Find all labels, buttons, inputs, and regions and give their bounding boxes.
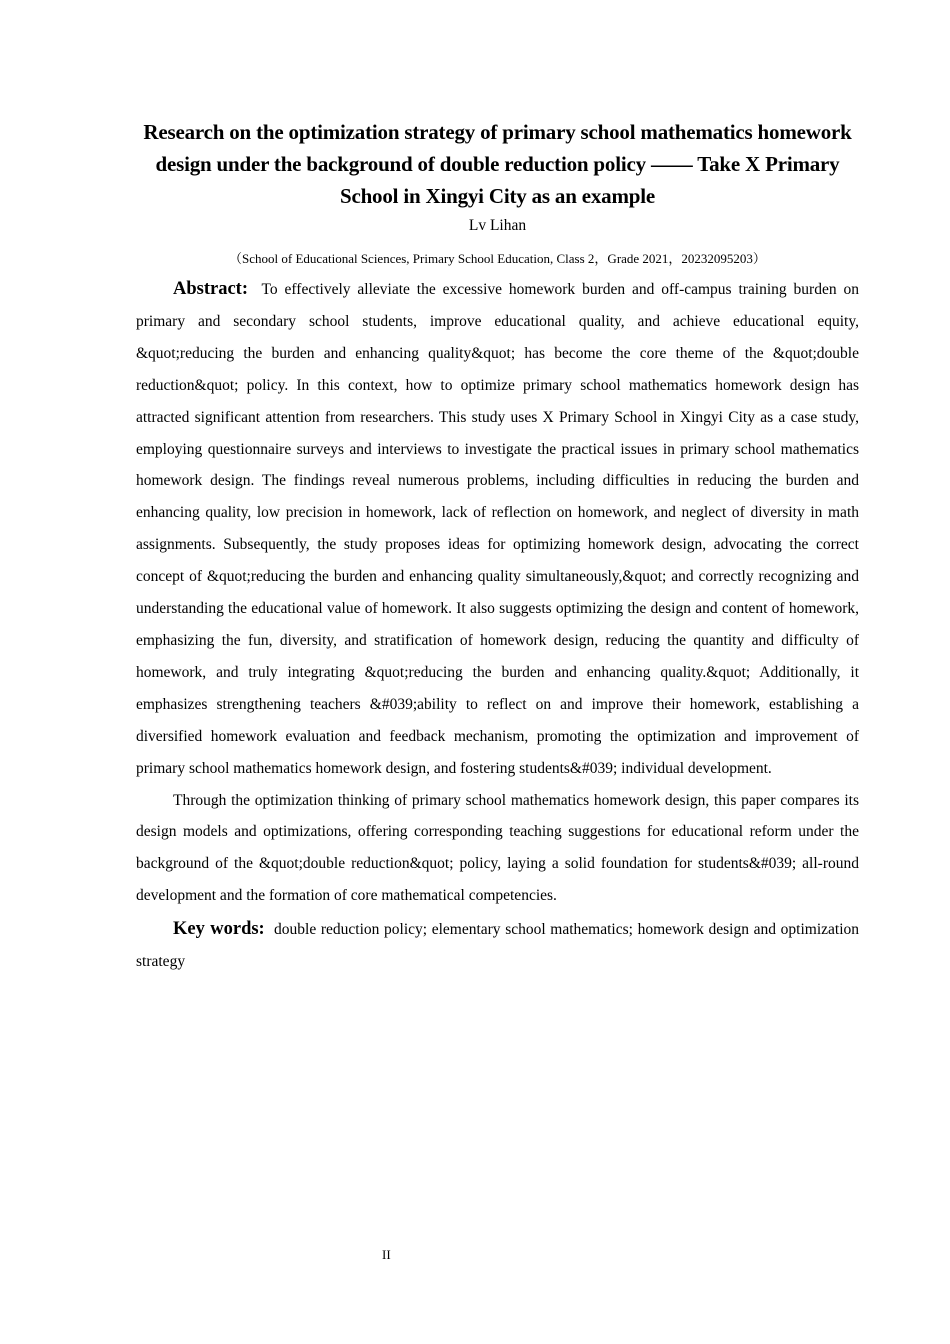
author-affiliation: （School of Educational Sciences, Primary School Education, Class 2，Grade 2021，20232095203） (229, 251, 766, 266)
paper-title: Research on the optimization strategy of primary school mathematics homework design under the background of double reduction policy —— Take X Primary School in Xingyi City as an example (143, 120, 852, 208)
page-number: II (382, 1247, 391, 1262)
keywords-text: double reduction policy; elementary school mathematics; homework design and optimization strategy (136, 921, 860, 970)
paper-page (136, 116, 859, 977)
abstract-text-1: To effectively alleviate the excessive homework burden and off-campus training burden on primary and secondary school students, improve educational quality, and achieve educational equity, &quot;reducing the burden and enhancing quality&quot; has become the core theme of the &quot;double reduction&quot; policy. In this context, how to optimize primary school mathematics homework design has attracted significant attention from researchers. This study uses X Primary School in Xingyi City as a case study, employing questionnaire surveys and interviews to investigate the practical issues in primary school mathematics homework design. The findings reveal numerous problems, including difficulties in reducing the burden and enhancing quality, low precision in homework, lack of reflection on homework, and neglect of diversity in math assignments. Subsequently, the study proposes ideas for optimizing homework design, advocating the correct concept of &quot;reducing the burden and enhancing quality simultaneously,&quot; and correctly recognizing and understanding the educational value of homework. It also suggests optimizing the design and content of homework, emphasizing the fun, diversity, and stratification of homework design, reducing the quantity and difficulty of homework, and truly integrating &quot;reducing the burden and enhancing quality.&quot; Additionally, it emphasizes strengthening teachers &#039;ability to reflect on and improve their homework, establishing a diversified homework evaluation and feedback mechanism, promoting the optimization and improvement of primary school mathematics homework design, and fostering students&#039; individual development. (136, 281, 859, 777)
abstract-paragraph-2 (136, 785, 859, 913)
abstract-label: Abstract: (173, 279, 249, 299)
keywords-section (136, 914, 859, 977)
abstract-section (136, 274, 859, 912)
abstract-text-2: Through the optimization thinking of primary school mathematics homework design, this paper compares its design models and optimizations, offering corresponding teaching suggestions for educational reform under the background of the &quot;double reduction&quot; policy, laying a solid foundation for students&#039; all-round development and the formation of core mathematical competencies. (136, 791, 859, 905)
author-name: Lv Lihan (468, 217, 527, 234)
keywords-label: Key words: (173, 919, 265, 940)
abstract-paragraph-1 (136, 274, 859, 785)
